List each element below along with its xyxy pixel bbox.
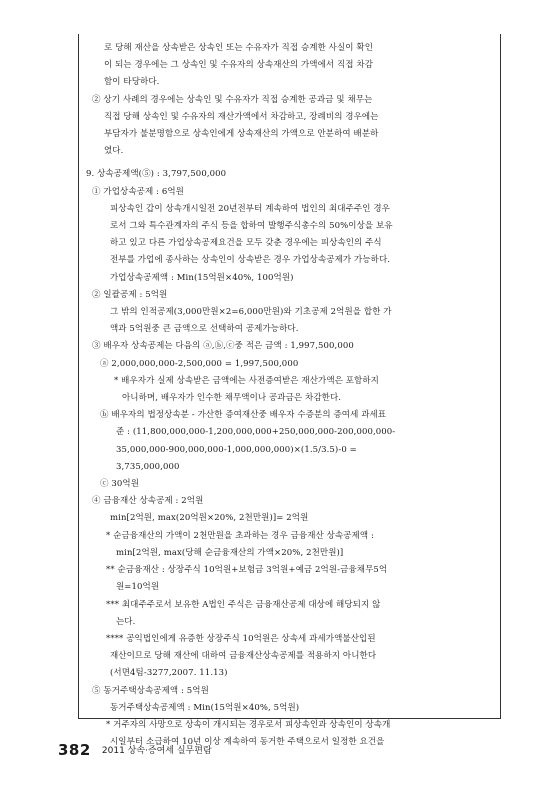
text-line: 전부를 가업에 종사하는 상속인이 상속받은 경우 가업상속공제가 가능하다.: [110, 255, 391, 266]
text-line: **** 공익법인에게 유증한 상장주식 10억원은 상속세 과세가액불산입된: [106, 633, 376, 644]
text-line: ** 순금융재산 : 상장주식 10억원+보험금 3억원+예금 2억원-금융채무5억: [106, 565, 388, 576]
text-line: ⑤ 동거주택상속공제액 : 5억원: [92, 685, 209, 696]
text-line: 로 당해 재산을 상속받은 상속인 또는 수유자가 직접 승계한 사실이 확인: [104, 43, 374, 53]
text-line: ⓒ 30억원: [100, 479, 140, 490]
text-line: 직접 당해 상속인 및 수유자의 재산가액에서 차감하고, 장례비의 경우에는: [104, 111, 379, 122]
text-line: * 배우자가 실제 상속받은 금액에는 사전증여받은 재산가액은 포함하지: [114, 375, 379, 386]
text-line: 3,735,000,000: [116, 461, 180, 472]
text-line: ③ 배우자 상속공제는 다음의 ⓐ,ⓑ,ⓒ중 적은 금액 : 1,997,500,000: [92, 341, 354, 352]
text-line: 함이 타당하다.: [104, 77, 160, 88]
page-footer: [58, 740, 212, 759]
text-line: ② 일괄공제 : 5억원: [92, 289, 168, 300]
text-line: 9. 상속공제액(⑤) : 3,797,500,000: [86, 169, 227, 180]
text-line: 로서 그와 특수관계자의 주식 등을 합하여 발행주식총수의 50%이상을 보유: [110, 221, 393, 232]
text-line: 35,000,000-900,000,000-1,000,000,000)×(1.5/3.5)-0 =: [116, 444, 357, 455]
text-line: 피상속인 갑이 상속개시일전 20년전부터 계속하여 법인의 최대주주인 경우: [110, 203, 390, 214]
page-body: [86, 40, 490, 751]
book-title: 2011 상속·증여세 실무편람: [101, 746, 212, 756]
text-line: 원=10억원: [116, 582, 160, 593]
text-line: 그 밖의 인적공제(3,000만원×2=6,000만원)와 기초공제 2억원을 합한 가: [110, 307, 392, 318]
text-line: 재산이므로 당해 재산에 대하여 금융재산상속공제를 적용하지 아니한다: [110, 651, 377, 662]
text-line: (서면4팀-3277,2007. 11.13): [110, 668, 228, 679]
text-line: 아니하며, 배우자가 인수한 채무액이나 공과금은 차감한다.: [122, 393, 342, 404]
text-line: 가업상속공제액 : Min(15억원×40%, 100억원): [110, 272, 294, 283]
text-line: 는다.: [116, 616, 136, 627]
text-line: 시일부터 소급하여 10년 이상 계속하여 동거한 주택으로서 일정한 요건을: [110, 737, 385, 748]
text-line: 부담자가 불분명함으로 상속인에게 상속재산의 가액으로 안분하여 배분하: [104, 129, 379, 140]
text-line: 동거주택상속공제액 : Min(15억원×40%, 5억원): [110, 702, 300, 713]
text-line: 준 : (11,800,000,000-1,200,000,000+250,000,000-200,000,000-: [116, 427, 396, 438]
text-line: * 순금융재산의 가액이 2천만원을 초과하는 경우 금융재산 상속공제액 :: [106, 530, 374, 541]
text-line: min[2억원, max(당해 순금융재산의 가액×20%, 2천만원)]: [116, 547, 344, 558]
text-line: ⓑ 배우자의 법정상속분 - 가산한 증여재산중 배우자 수증분의 증여세 과세표: [100, 410, 387, 421]
text-line: 액과 5억원중 큰 금액으로 선택하여 공제가능하다.: [110, 324, 299, 335]
text-line: * 거주자의 사망으로 상속이 개시되는 경우로서 피상속인과 상속인이 상속개: [106, 719, 391, 730]
text-line: min[2억원, max(20억원×20%, 2천만원)]= 2억원: [110, 513, 309, 524]
text-line: 하고 있고 다른 가업상속공제요건을 모두 갖춘 경우에는 피상속인의 주식: [110, 238, 382, 249]
page-number: 382: [58, 741, 91, 759]
text-line: ① 가업상속공제 : 6억원: [92, 186, 184, 197]
text-line: *** 최대주주로서 보유한 A법인 주식은 금융재산공제 대상에 해당되지 않: [106, 599, 381, 610]
text-line: 이 되는 경우에는 그 상속인 및 수유자의 상속재산의 가액에서 직접 차감: [104, 60, 374, 71]
text-line: ④ 금융재산 상속공제 : 2억원: [92, 496, 204, 507]
text-line: ② 상기 사례의 경우에는 상속인 및 수유자가 직접 승계한 공과금 및 채무는: [92, 94, 373, 105]
text-line: 였다.: [104, 146, 124, 157]
text-line: ⓐ 2,000,000,000-2,500,000 = 1,997,500,000: [100, 358, 299, 369]
